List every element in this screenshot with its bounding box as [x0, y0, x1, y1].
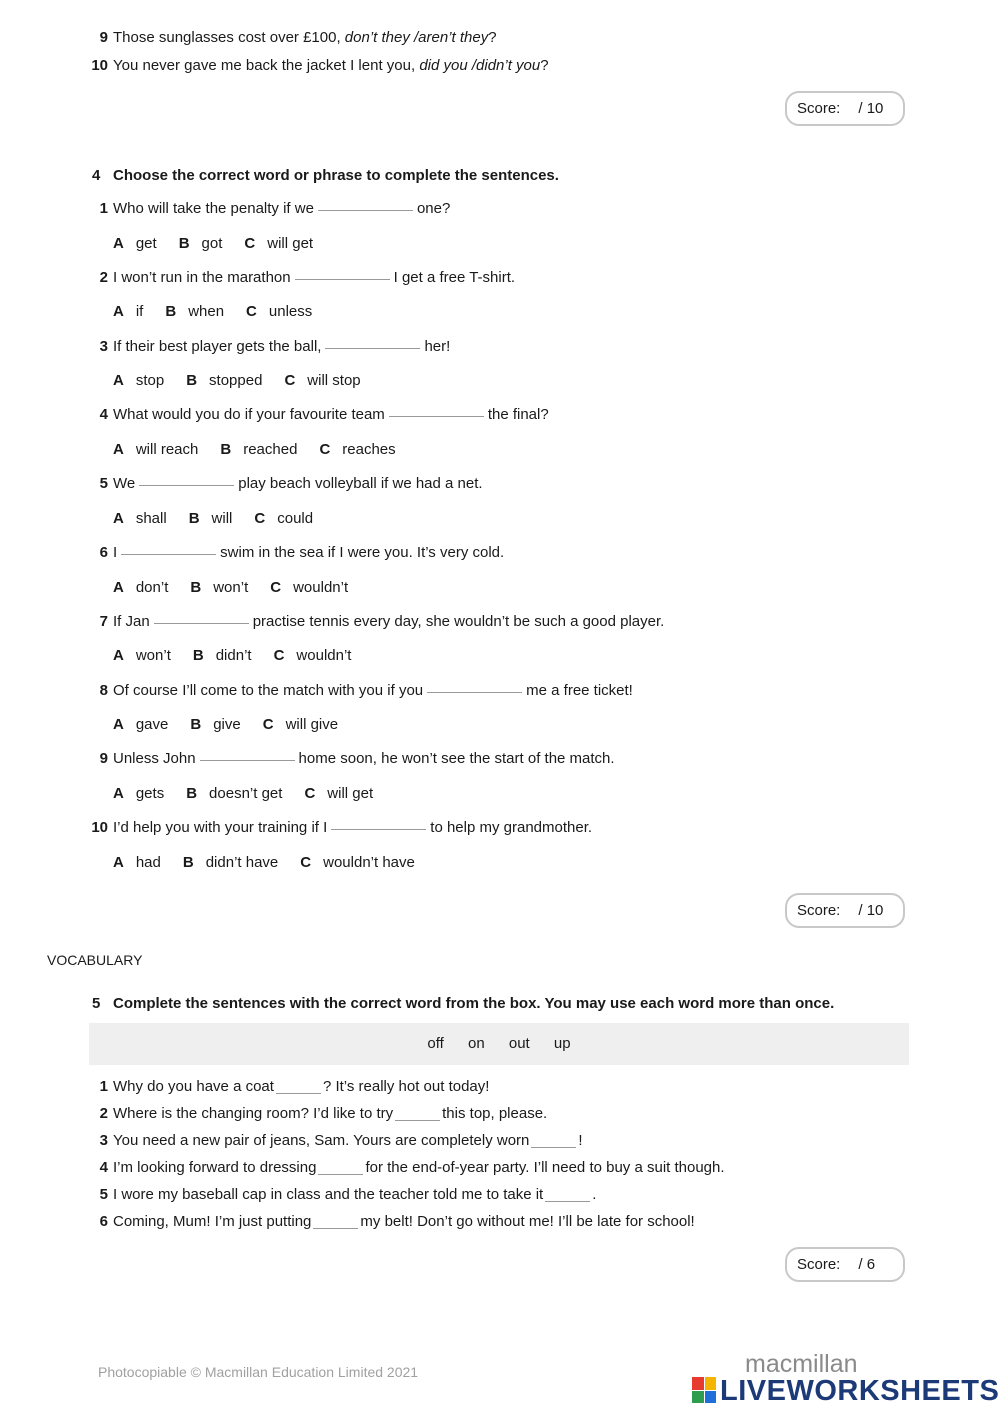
- option-letter: C: [284, 372, 296, 390]
- answer-blank[interactable]: [276, 1092, 321, 1094]
- sentence: [113, 57, 549, 74]
- score-box: [785, 1247, 905, 1282]
- answer-option[interactable]: [113, 854, 161, 871]
- option-text: wouldn’t have: [323, 853, 415, 871]
- question-text: me a free ticket!: [526, 681, 633, 699]
- copyright-text: Photocopiable © Macmillan Education Limited 2021: [98, 1364, 419, 1380]
- option-text: unless: [268, 303, 313, 321]
- publisher-logo: macmillan: [745, 1350, 858, 1378]
- answer-option[interactable]: [113, 303, 143, 320]
- score-box: [785, 893, 905, 928]
- answer-option[interactable]: [189, 510, 233, 527]
- answer-options: [113, 235, 335, 252]
- answer-option[interactable]: [113, 647, 171, 664]
- sentence: [113, 29, 497, 46]
- question-text: swim in the sea if I were you. It’s very cold.: [220, 544, 505, 561]
- answer-options: [113, 647, 373, 664]
- sentence-text: Coming, Mum! I’m just putting: [113, 1213, 312, 1230]
- sentence-text: this top, please.: [442, 1105, 548, 1122]
- question: [113, 613, 664, 630]
- question-text: the final?: [487, 406, 549, 424]
- sentence-text: ?: [488, 29, 497, 46]
- answer-option[interactable]: [304, 785, 373, 802]
- answer-blank[interactable]: [427, 691, 522, 693]
- item-number: 10: [91, 819, 108, 837]
- answer-blank[interactable]: [295, 278, 390, 280]
- question: [113, 338, 450, 355]
- sentence: [113, 1078, 489, 1095]
- option-letter: B: [190, 578, 202, 596]
- option-text: will: [211, 509, 233, 527]
- sentence-text: ? It’s really hot out today!: [322, 1078, 490, 1095]
- answer-option[interactable]: [300, 854, 415, 871]
- answer-option[interactable]: [186, 785, 282, 802]
- sentence-text: You never gave me back the jacket I lent you,: [113, 57, 420, 74]
- option-letter: B: [220, 440, 232, 458]
- question: [113, 475, 483, 492]
- option-text: don’t: [135, 578, 169, 596]
- answer-options: [113, 510, 335, 527]
- question-text: play beach volleyball if we had a net.: [238, 475, 483, 493]
- answer-option[interactable]: [113, 372, 164, 389]
- option-text: didn’t have: [205, 853, 279, 871]
- answer-options: [113, 579, 370, 596]
- item-number: 9: [99, 750, 108, 768]
- option-text: will stop: [307, 372, 361, 390]
- answer-option[interactable]: [319, 441, 395, 458]
- option-text: stop: [135, 372, 165, 390]
- option-letter: B: [165, 303, 177, 321]
- score-value: / 10: [858, 902, 884, 919]
- answer-blank[interactable]: [531, 1146, 576, 1148]
- option-letter: B: [178, 234, 190, 252]
- answer-option[interactable]: [220, 441, 297, 458]
- score-label: Score:: [797, 902, 841, 919]
- item-number: 6: [99, 1213, 108, 1230]
- sentence-text: for the end-of-year party. I’ll need to buy a suit though.: [365, 1159, 725, 1176]
- score-label: Score:: [797, 1256, 841, 1273]
- option-text: didn’t: [215, 647, 252, 665]
- option-letter: C: [254, 509, 266, 527]
- question-text: practise tennis every day, she wouldn’t be such a good player.: [252, 612, 665, 630]
- answer-option[interactable]: [284, 372, 360, 389]
- watermark: LIVEWORKSHEETS: [720, 1375, 1000, 1407]
- question: [113, 682, 633, 699]
- answer-blank[interactable]: [395, 1119, 440, 1121]
- liveworksheets-logo-icon: [692, 1377, 716, 1403]
- item-number: 1: [99, 1078, 108, 1095]
- answer-options: [113, 716, 360, 733]
- question: [113, 269, 515, 286]
- question: [113, 750, 615, 767]
- answer-options: [113, 372, 383, 389]
- sentence: [113, 1159, 725, 1176]
- answer-option[interactable]: [113, 579, 168, 596]
- option-text: when: [188, 303, 225, 321]
- option-letter: A: [113, 853, 124, 871]
- item-number: 5: [99, 475, 108, 493]
- answer-blank[interactable]: [318, 209, 413, 211]
- option-letter: A: [113, 234, 124, 252]
- question-text: I’d help you with your training if I: [113, 819, 328, 837]
- answer-option[interactable]: [254, 510, 313, 527]
- box-word: off: [427, 1035, 444, 1052]
- sentence: [113, 1213, 695, 1230]
- option-letter: A: [113, 440, 124, 458]
- option-letter: A: [113, 303, 124, 321]
- item-number: 3: [99, 1132, 108, 1149]
- option-letter: B: [190, 716, 202, 734]
- question-text: her!: [424, 337, 451, 355]
- tag-options[interactable]: don’t they /aren’t they: [344, 29, 489, 46]
- question: [113, 406, 549, 423]
- section-instruction: Choose the correct word or phrase to complete the sentences.: [113, 167, 559, 184]
- option-text: stopped: [209, 372, 263, 390]
- item-number: 1: [99, 200, 108, 217]
- option-text: wouldn’t: [293, 578, 349, 596]
- option-text: will get: [267, 234, 314, 252]
- question-text: home soon, he won’t see the start of the match.: [298, 750, 615, 768]
- answer-options: [113, 303, 334, 320]
- answer-blank[interactable]: [121, 553, 216, 555]
- question-text: Who will take the penalty if we: [113, 200, 314, 217]
- item-number: 2: [99, 1105, 108, 1122]
- option-letter: B: [186, 784, 198, 802]
- option-letter: C: [319, 440, 331, 458]
- option-letter: C: [246, 303, 257, 321]
- item-number: 10: [91, 57, 108, 74]
- answer-options: [113, 441, 418, 458]
- answer-option[interactable]: [113, 441, 198, 458]
- sentence-text: You need a new pair of jeans, Sam. Yours are completely worn: [113, 1132, 530, 1149]
- score-value: / 10: [858, 100, 884, 117]
- score-label: Score:: [797, 100, 841, 117]
- option-text: could: [277, 509, 314, 527]
- answer-option[interactable]: [190, 579, 248, 596]
- option-text: will get: [327, 784, 374, 802]
- box-word: on: [468, 1035, 485, 1052]
- item-number: 7: [99, 612, 108, 630]
- vocabulary-heading: VOCABULARY: [47, 952, 143, 968]
- sentence: [113, 1132, 583, 1149]
- option-letter: C: [300, 853, 312, 871]
- option-text: give: [213, 716, 241, 734]
- answer-blank[interactable]: [200, 759, 295, 761]
- option-letter: A: [113, 716, 124, 734]
- sentence-text: I’m looking forward to dressing: [113, 1159, 317, 1176]
- word-box: [89, 1023, 909, 1065]
- item-number: 5: [99, 1186, 108, 1203]
- box-word: up: [553, 1035, 571, 1052]
- answer-option[interactable]: [113, 785, 164, 802]
- option-text: wouldn’t: [296, 647, 352, 665]
- sentence-text: .: [592, 1186, 597, 1203]
- option-letter: A: [113, 784, 124, 802]
- option-text: reaches: [342, 440, 396, 458]
- answer-option[interactable]: [179, 235, 223, 252]
- option-letter: A: [113, 647, 124, 665]
- answer-blank[interactable]: [139, 484, 234, 486]
- option-letter: A: [113, 372, 124, 390]
- answer-blank[interactable]: [545, 1200, 590, 1202]
- sentence-text: ?: [540, 57, 549, 74]
- answer-blank[interactable]: [154, 622, 249, 624]
- question-text: Of course I’ll come to the match with you if you: [113, 681, 424, 699]
- sentence-text: I wore my baseball cap in class and the teacher told me to take it: [113, 1186, 544, 1203]
- option-letter: C: [270, 578, 282, 596]
- option-text: gave: [135, 716, 169, 734]
- answer-blank[interactable]: [389, 415, 484, 417]
- question-text: I get a free T-shirt.: [393, 268, 516, 286]
- sentence-text: my belt! Don’t go without me! I’ll be late for school!: [360, 1213, 695, 1230]
- item-number: 2: [99, 268, 108, 286]
- item-number: 6: [99, 544, 108, 561]
- option-text: had: [135, 853, 161, 871]
- answer-option[interactable]: [113, 235, 157, 252]
- answer-blank[interactable]: [331, 828, 426, 830]
- option-text: won’t: [213, 578, 249, 596]
- section-number: 4: [92, 167, 101, 184]
- option-text: will reach: [135, 440, 199, 458]
- item-number: 4: [99, 1159, 108, 1176]
- question-text: Unless John: [113, 750, 196, 768]
- question-text: one?: [416, 200, 451, 217]
- question: [113, 200, 450, 217]
- option-letter: B: [182, 853, 194, 871]
- option-text: doesn’t get: [209, 784, 283, 802]
- question-text: to help my grandmother.: [430, 819, 593, 837]
- answer-blank[interactable]: [313, 1227, 358, 1229]
- answer-option[interactable]: [193, 647, 252, 664]
- option-letter: A: [113, 578, 124, 596]
- section-number: 5: [92, 995, 101, 1012]
- sentence: [113, 1186, 596, 1203]
- question: [113, 544, 504, 561]
- question-text: I: [113, 544, 118, 561]
- question: [113, 819, 592, 836]
- section-instruction: Complete the sentences with the correct word from the box. You may use each word more than once.: [113, 995, 835, 1012]
- option-letter: B: [188, 509, 200, 527]
- answer-blank[interactable]: [318, 1173, 363, 1175]
- question-text: We: [113, 475, 136, 493]
- option-text: will give: [285, 716, 339, 734]
- option-letter: B: [186, 372, 198, 390]
- score-value: / 6: [858, 1256, 876, 1273]
- option-letter: A: [113, 509, 124, 527]
- question-text: What would you do if your favourite team: [113, 406, 385, 424]
- item-number: 3: [99, 337, 108, 355]
- option-text: got: [201, 234, 223, 252]
- answer-option[interactable]: [183, 854, 278, 871]
- answer-blank[interactable]: [325, 347, 420, 349]
- option-text: shall: [135, 509, 167, 527]
- sentence-text: Why do you have a coat: [113, 1078, 274, 1095]
- answer-option[interactable]: [190, 716, 240, 733]
- answer-option[interactable]: [270, 579, 348, 596]
- sentence-text: Those sunglasses cost over £100,: [113, 29, 345, 46]
- option-text: gets: [135, 784, 165, 802]
- item-number: 4: [99, 406, 108, 424]
- question-text: I won’t run in the marathon: [113, 268, 291, 286]
- answer-option[interactable]: [246, 303, 312, 320]
- answer-option[interactable]: [274, 647, 352, 664]
- tag-options[interactable]: did you /didn’t you: [419, 57, 541, 74]
- option-text: won’t: [135, 647, 171, 665]
- option-letter: B: [192, 647, 204, 665]
- option-letter: C: [304, 784, 316, 802]
- answer-option[interactable]: [263, 716, 338, 733]
- answer-option[interactable]: [165, 303, 224, 320]
- question-text: If Jan: [113, 612, 150, 630]
- option-text: get: [135, 234, 157, 252]
- answer-options: [113, 854, 437, 871]
- answer-option[interactable]: [113, 510, 167, 527]
- item-number: 9: [99, 29, 108, 46]
- sentence-text: !: [578, 1132, 583, 1149]
- item-number: 8: [99, 681, 108, 699]
- answer-option[interactable]: [186, 372, 262, 389]
- sentence: [113, 1105, 547, 1122]
- answer-option[interactable]: [244, 235, 313, 252]
- option-text: if: [135, 303, 144, 321]
- option-letter: C: [262, 716, 274, 734]
- box-word: out: [508, 1035, 530, 1052]
- question-text: If their best player gets the ball,: [113, 337, 322, 355]
- option-letter: C: [244, 234, 256, 252]
- option-text: reached: [243, 440, 298, 458]
- option-letter: C: [273, 647, 285, 665]
- answer-option[interactable]: [113, 716, 168, 733]
- sentence-text: Where is the changing room? I’d like to try: [113, 1105, 394, 1122]
- score-box: [785, 91, 905, 126]
- answer-options: [113, 785, 395, 802]
